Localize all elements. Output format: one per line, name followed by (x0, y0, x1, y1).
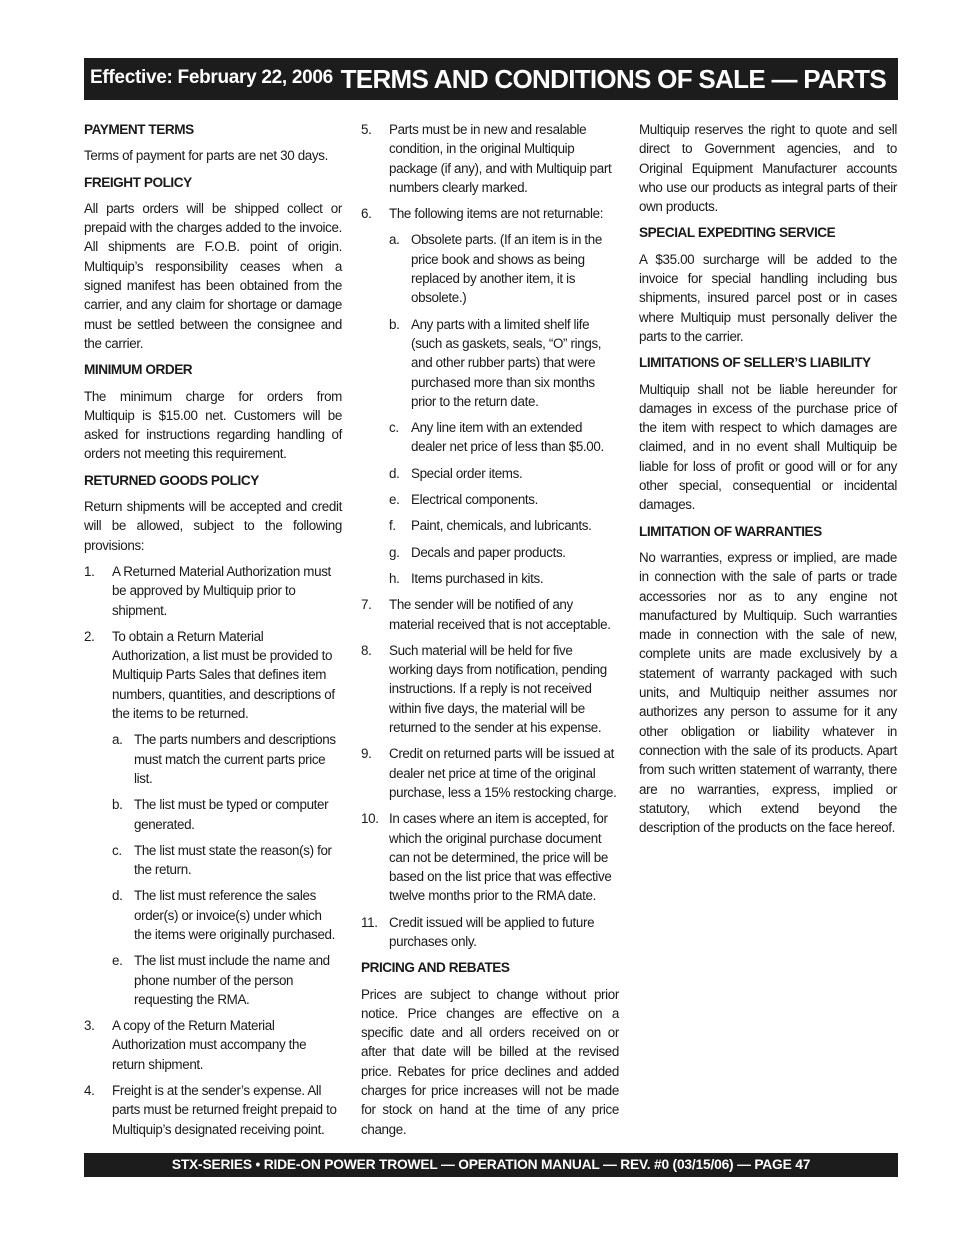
payment-terms-heading: PAYMENT TERMS (84, 122, 194, 137)
returned-goods-heading: RETURNED GOODS POLICY (84, 472, 259, 488)
list-subitem: c. The list must state the reason(s) for the return. (112, 842, 332, 878)
list-item: 5. Parts must be in new and resalable condition, in the original Multiquip package (if any), and with Multiquip part numbers clearly marked. (361, 122, 612, 195)
list-item: 4. Freight is at the sender’s expense. All parts must be returned freight prepaid to Multiquip’s designated receiving point. (84, 1083, 337, 1137)
list-item: 9. Credit on returned parts will be issued at dealer net price at time of the original purchase, less a 15% restocking charge. (361, 746, 617, 800)
payment-terms-text: Terms of payment for parts are net 30 days. (84, 148, 328, 164)
page-footer: STX-SERIES • RIDE-ON POWER TROWEL — OPERATION MANUAL — REV. #0 (03/15/06) — PAGE 47 (84, 1153, 898, 1177)
effective-date: Effective: February 22, 2006 (90, 67, 333, 88)
column-1 (84, 120, 342, 1146)
minimum-order-heading: MINIMUM ORDER (84, 362, 193, 378)
pricing-text: Prices are subject to change without prior notice. Price changes are effective on a specific date and all orders received on or after that date will be billed at the revised price. Rebates for price declines and added charges for price increases will not be made for stock on hand at the time of any price change. (361, 986, 619, 1137)
warranties-text: No warranties, express or implied, are made in connection with the sale of parts or trade accessories nor as to any engine not manufactured by Multiquip. Such warranties made in connection with the sale of new, complete units are made exclusively by a statement of warranty packaged with such units, and Multiquip neither assumes nor authorizes any person to assume for it any other obligation or liability whatever in connection with the sale of its products. Apart from such written statement of warranty, there are no warranties, express, implied or statutory, which extend beyond the description of the products on the face hereof. (639, 549, 897, 836)
minimum-order-text: The minimum charge for orders from Multiquip is $15.00 net. Customers will be asked for instructions regarding handling of orders not meeting this requirement. (84, 388, 342, 462)
column-2 (361, 120, 619, 1146)
expediting-text: A $35.00 surcharge will be added to the invoice for special handling including bus shipments, insured parcel post or in cases where Multiquip must personally deliver the parts to the carrier. (639, 251, 897, 344)
list-item: 7. The sender will be notified of any material received that is not acceptable. (361, 597, 611, 632)
list-item: 3. A copy of the Return Material Authorization must accompany the return shipment. (84, 1018, 307, 1072)
list-subitem: b. The list must be typed or computer generated. (112, 797, 329, 832)
list-item: 10. In cases where an item is accepted, for which the original purchase document can not be determined, the price will be based on the list price that was effective twelve months prior to the RMA date. (361, 811, 612, 904)
list-subitem: e. The list must include the name and phone number of the person requesting the RMA. (112, 953, 330, 1007)
list-subitem: a. Obsolete parts. (If an item is in the price book and shows as being replaced by another item, it is obsolete.) (389, 232, 602, 306)
warranties-heading: LIMITATION OF WARRANTIES (639, 523, 822, 539)
list-subitem: d. The list must reference the sales order(s) or invoice(s) under which the items were originally purchased. (112, 888, 336, 942)
list-subitem: g. Decals and paper products. (389, 544, 566, 560)
pricing-text-continued: Multiquip reserves the right to quote and sell direct to Government agencies, and to Original Equipment Manufacturer accounts who use our products as integral parts of their own products. (639, 122, 897, 215)
freight-policy-heading: FREIGHT POLICY (84, 174, 192, 190)
liability-text: Multiquip shall not be liable hereunder for damages in excess of the purchase price of the item with respect to which damages are claimed, and in no event shall Multiquip be liable for loss of profit or good will or for any other special, consequential or incidental damages. (639, 381, 897, 513)
list-item: 11. Credit issued will be applied to future purchases only. (361, 914, 595, 949)
expediting-heading: SPECIAL EXPEDITING SERVICE (639, 225, 836, 241)
list-subitem: h. Items purchased in kits. (389, 570, 544, 586)
pricing-heading: PRICING AND REBATES (361, 960, 510, 976)
list-subitem: d. Special order items. (389, 465, 523, 481)
list-subitem: f. Paint, chemicals, and lubricants. (389, 518, 592, 534)
list-item: 8. Such material will be held for five working days from notification, pending instructions. If a reply is not received within five days, the material will be returned to the sender at his expense. (361, 642, 607, 736)
returned-goods-intro: Return shipments will be accepted and credit will be allowed, subject to the following provisions: (84, 499, 342, 553)
liability-heading: LIMITATIONS OF SELLER’S LIABILITY (639, 355, 871, 371)
list-subitem: e. Electrical components. (389, 492, 539, 508)
list-item: 6. The following items are not returnable: (361, 206, 604, 222)
page-header (84, 58, 898, 100)
page-title: TERMS AND CONDITIONS OF SALE — PARTS (340, 64, 886, 94)
list-item: 2. To obtain a Return Material Authorization, a list must be provided to Multiquip Parts Sales that defines item numbers, quantities, and descriptions of the items to be returned. (84, 628, 335, 722)
list-item: 1. A Returned Material Authorization must be approved by Multiquip prior to shipment. (84, 563, 331, 618)
column-3 (639, 120, 897, 844)
freight-policy-text: All parts orders will be shipped collect or prepaid with the charges added to the invoice. All shipments are F.O.B. point of origin. Multiquip’s responsibility ceases when a signed manifest has been obtained from the carrier, and any claim for shortage or damage must be settled between the consignee and the carrier. (84, 200, 342, 351)
list-subitem: a. The parts numbers and descriptions must match the current parts price list. (112, 732, 336, 786)
list-subitem: b. Any parts with a limited shelf life (such as gaskets, seals, “O” rings, and other rubber parts) that were purchased more than six months prior to the return date. (389, 316, 602, 409)
list-subitem: c. Any line item with an extended dealer net price of less than $5.00. (389, 420, 604, 455)
